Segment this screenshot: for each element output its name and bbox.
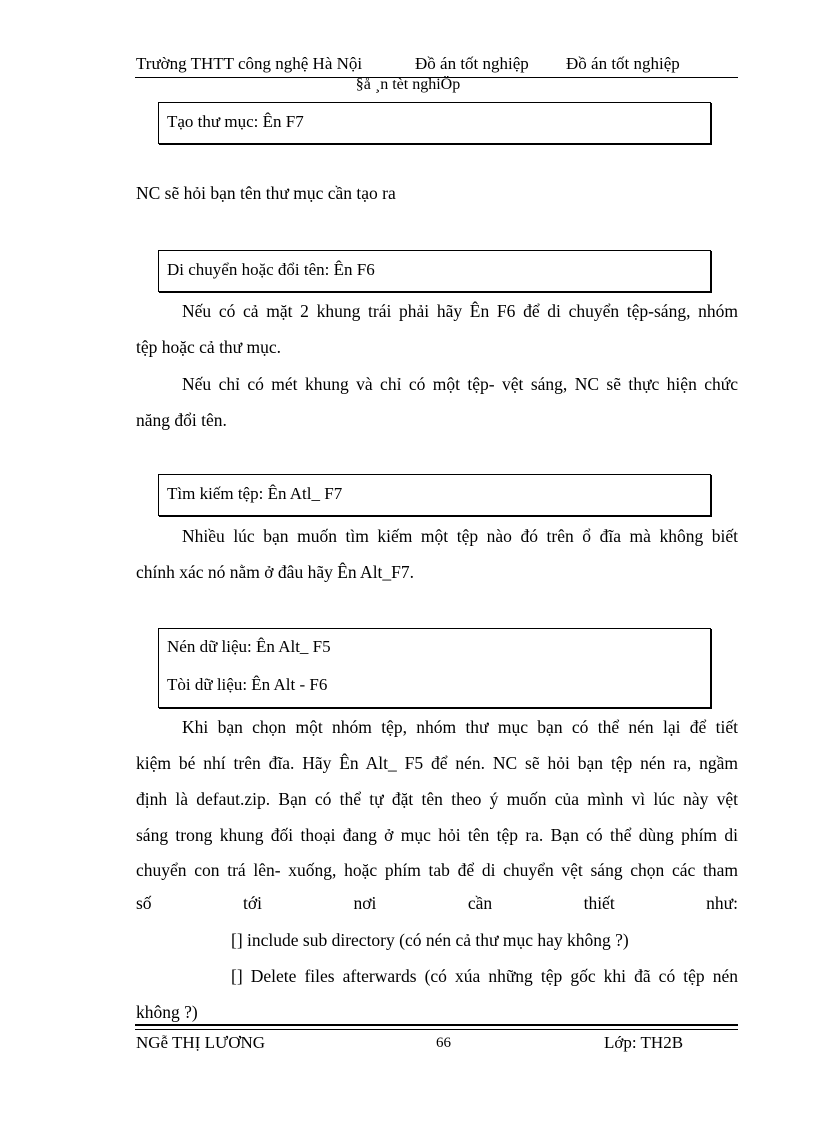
paragraph-create-dir: NC sẽ hỏi bạn tên thư mục cần tạo ra [136, 183, 396, 203]
paragraph-find-line-2: chính xác nó nằm ở đâu hãy Ên Alt_F7. [136, 562, 415, 582]
footer-rule-thin [135, 1029, 738, 1030]
header-title-1: Đồ án tốt nghiệp [415, 54, 529, 73]
paragraph-compress-line-2: kiệm bé nhí trên đĩa. Hãy Ên Alt_ F5 để nén. NC sẽ hỏi bạn tệp nén ra, ngầm [136, 753, 738, 773]
paragraph-compress-line-6: số tới nơi cần thiết như: [136, 893, 738, 913]
command-compress: Nén dữ liệu: Ên Alt_ F5 [167, 637, 331, 656]
command-extract: Tòi dữ liệu: Ên Alt - F6 [167, 675, 328, 694]
command-box-move-rename [158, 250, 711, 292]
command-box-create-dir [158, 102, 711, 144]
command-move-rename: Di chuyển hoặc đổi tên: Ên F6 [167, 260, 375, 279]
header-subtitle: §å ¸n tèt nghiÖp [355, 76, 461, 93]
option-include-subdir: [] include sub directory (có nén cả thư mục hay không ?) [231, 930, 629, 950]
command-find-file: Tìm kiếm tệp: Ên Atl_ F7 [167, 484, 343, 503]
paragraph-compress-line-1: Khi bạn chọn một nhóm tệp, nhóm thư mục bạn có thể nén lại để tiết [182, 717, 738, 737]
paragraph-compress-line-4: sáng trong khung đối thoại đang ở mục hỏi tên tệp ra. Bạn có thể dùng phím di [136, 825, 738, 845]
header-title-2: Đồ án tốt nghiệp [566, 54, 680, 73]
paragraph-compress-line-5: chuyển con trá lên- xuống, hoặc phím tab để di chuyển vệt sáng chọn các tham [136, 860, 738, 880]
option-delete-files-line-1: [] Delete files afterwards (có xúa những tệp gốc khi đã có tệp nén [231, 966, 738, 986]
command-create-dir: Tạo thư mục: Ên F7 [167, 112, 304, 131]
header-school: Trường THTT công nghệ Hà Nội [136, 54, 363, 73]
paragraph-rename-line-1: Nếu chỉ có mét khung và chỉ có một tệp- vệt sáng, NC sẽ thực hiện chức [182, 374, 738, 394]
footer-class: Lớp: TH2B [604, 1033, 684, 1052]
option-delete-files-line-2: không ?) [136, 1002, 198, 1022]
command-box-compress [158, 628, 711, 708]
page-number: 66 [436, 1035, 451, 1051]
paragraph-find-line-1: Nhiều lúc bạn muốn tìm kiếm một tệp nào đó trên ổ đĩa mà không biết [182, 526, 738, 546]
command-box-find-file [158, 474, 711, 516]
paragraph-rename-line-2: năng đổi tên. [136, 410, 227, 430]
footer-author: NGễ THỊ LƯƠNG [136, 1033, 266, 1052]
paragraph-move-line-2: tệp hoặc cả thư mục. [136, 337, 282, 357]
paragraph-compress-line-3: định là defaut.zip. Bạn có thể tự đặt tên theo ý muốn của mình vì lúc này vệt [136, 789, 738, 809]
paragraph-move-line-1: Nếu có cả mặt 2 khung trái phải hãy Ên F6 để di chuyển tệp-sáng, nhóm [182, 301, 738, 321]
footer-rule-thick [135, 1024, 738, 1026]
